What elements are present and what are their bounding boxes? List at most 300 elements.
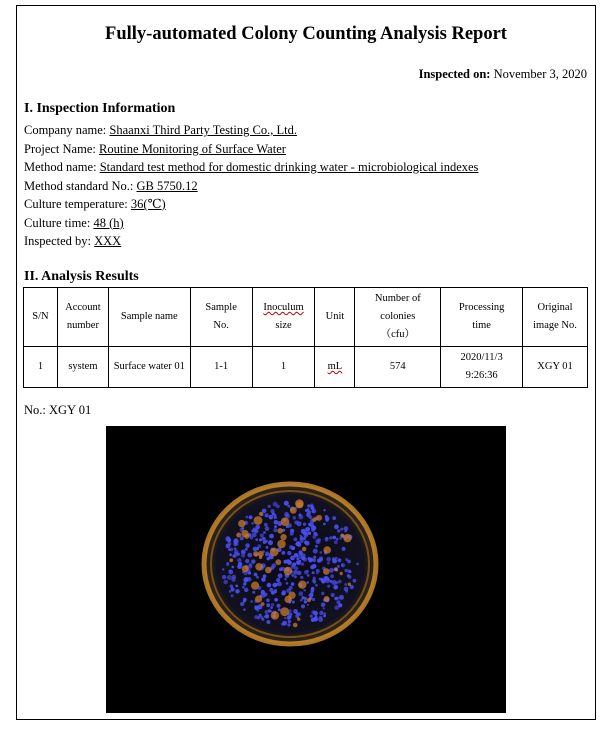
colony-dot <box>306 513 311 518</box>
colony-dot <box>329 536 332 539</box>
colony-dot <box>278 573 283 578</box>
colony-dot-orange <box>254 516 263 525</box>
colony-dot <box>313 556 316 559</box>
colony-dot <box>312 598 315 601</box>
colony-dot <box>281 592 285 596</box>
colony-dot <box>253 547 257 551</box>
colony-dot <box>337 565 340 568</box>
inspection-info <box>24 121 478 251</box>
colony-dot-orange <box>271 611 279 619</box>
colony-dot <box>291 574 294 577</box>
colony-dot <box>241 550 246 555</box>
header-account <box>57 288 108 347</box>
colony-dot <box>326 557 331 562</box>
colony-dot-orange <box>251 582 259 590</box>
header-sn <box>24 288 58 347</box>
colony-dot <box>306 570 309 573</box>
colony-dot-orange <box>280 534 286 540</box>
colony-dot <box>329 580 332 583</box>
colony-dot <box>301 529 306 534</box>
colony-dot <box>299 515 304 520</box>
temperature-value: 36(℃) <box>130 197 166 211</box>
header-colonies-line1: Number of <box>374 293 421 304</box>
method-row <box>24 158 478 177</box>
colony-dot <box>268 540 273 545</box>
colony-dot <box>296 541 301 546</box>
colony-dot <box>353 579 357 583</box>
colony-dot <box>299 551 303 555</box>
colony-dot <box>336 597 339 600</box>
colony-dot <box>251 559 255 563</box>
colony-dot-orange <box>255 595 262 602</box>
report-title: Fully-automated Colony Counting Analysis Report <box>105 24 507 44</box>
colony-dot <box>283 560 287 564</box>
colony-dot <box>226 544 231 549</box>
colony-dot <box>237 558 241 562</box>
colony-dot <box>247 553 252 558</box>
colony-dot <box>232 566 235 569</box>
colony-dot <box>319 578 322 581</box>
colony-dot <box>264 593 268 597</box>
standard-value: GB 5750.12 <box>136 178 198 193</box>
colony-dot <box>243 598 247 602</box>
colony-dot <box>222 575 226 579</box>
colony-dot <box>305 541 310 546</box>
colony-dot-orange <box>275 559 281 565</box>
project-value: Routine Monitoring of Surface Water <box>98 141 286 156</box>
colony-dot <box>337 558 341 562</box>
standard-row <box>24 177 478 196</box>
colony-dot <box>290 532 294 536</box>
image-number-label: No.: XGY 01 <box>24 403 92 417</box>
colony-dot <box>274 598 278 602</box>
colony-dot <box>261 618 264 621</box>
colony-dot <box>327 585 330 588</box>
colony-dot <box>266 603 270 607</box>
colony-dot <box>332 559 337 564</box>
colony-dot <box>329 568 334 573</box>
colony-dot <box>297 554 302 559</box>
colony-dot <box>284 501 289 506</box>
header-colonies-line3: （cfu） <box>380 329 415 340</box>
colony-dot <box>264 615 266 617</box>
colony-dot <box>284 617 286 619</box>
colony-dot <box>320 551 323 554</box>
culture-time-label: Culture time: <box>24 215 91 230</box>
colony-dot <box>268 609 271 612</box>
colony-dot <box>321 592 324 595</box>
colony-dot <box>313 580 316 583</box>
colony-dot <box>298 591 303 596</box>
colony-dot <box>310 615 313 618</box>
colony-dot <box>294 566 298 570</box>
colony-dot-orange <box>316 515 322 521</box>
colony-dot <box>334 540 338 544</box>
colony-dot-orange <box>297 618 300 621</box>
colony-dot <box>269 515 274 520</box>
colony-dot-orange <box>255 563 263 571</box>
colony-dot <box>301 562 304 565</box>
colony-dot <box>312 571 315 574</box>
colony-dot-orange <box>348 583 351 586</box>
colony-dot-orange <box>258 551 264 557</box>
colony-dot <box>291 582 295 586</box>
colony-dot <box>268 505 271 508</box>
colony-dot <box>317 538 321 542</box>
colony-dot <box>339 595 344 600</box>
colony-dot-orange <box>290 507 297 514</box>
colony-dot <box>235 585 238 588</box>
colony-dot <box>244 577 249 582</box>
colony-dot <box>307 574 310 577</box>
inspector-row <box>24 232 478 251</box>
colony-dot <box>314 527 317 530</box>
colony-dot <box>334 524 339 529</box>
colony-dot <box>254 573 258 577</box>
colony-dot <box>356 563 359 566</box>
colony-dot-orange <box>238 520 245 527</box>
colony-dot-orange <box>298 581 306 589</box>
cell-inoculum: 1 <box>252 347 315 388</box>
colony-dot <box>312 535 316 539</box>
colony-dot <box>324 576 329 581</box>
colony-dot <box>310 565 314 569</box>
colony-dot <box>266 598 270 602</box>
colony-dot-orange <box>312 517 316 521</box>
header-inoculum-line2: size <box>275 320 292 331</box>
cell-sample-name: Surface water 01 <box>108 347 190 388</box>
colony-dot <box>276 578 280 582</box>
petri-dish-image <box>106 426 506 713</box>
colony-dot <box>288 620 291 623</box>
colony-dot <box>315 545 318 548</box>
colony-dot <box>319 556 323 560</box>
company-row <box>24 121 478 140</box>
colony-dot <box>249 515 253 519</box>
colony-dot <box>344 583 347 586</box>
colony-dot <box>323 523 326 526</box>
colony-dot <box>244 588 248 592</box>
colony-dot <box>318 617 323 622</box>
colony-dot <box>325 516 330 521</box>
colony-dot-orange <box>242 565 249 572</box>
colony-dot-orange <box>324 596 330 602</box>
colony-dot-orange <box>323 568 330 575</box>
colony-dot <box>238 562 243 567</box>
header-processing-line1: Processing <box>458 302 505 313</box>
colony-dot <box>266 546 269 549</box>
colony-dot <box>308 559 312 563</box>
colony-dot <box>274 525 277 528</box>
colony-dot <box>287 551 291 555</box>
colony-dot <box>272 563 277 568</box>
colony-dot-orange <box>261 602 265 606</box>
colony-dot <box>256 576 259 579</box>
cell-sample-no: 1-1 <box>190 347 252 388</box>
colony-dot <box>263 531 266 534</box>
header-colonies-line2: colonies <box>380 311 416 322</box>
colony-dot <box>240 602 244 606</box>
colony-dot <box>275 583 278 586</box>
culture-time-row <box>24 214 478 233</box>
colony-dot <box>324 612 327 615</box>
colony-dot <box>240 536 244 540</box>
inspector-label: Inspected by: <box>24 234 91 248</box>
colony-dot <box>273 528 277 532</box>
report-page <box>16 5 596 720</box>
colony-dot <box>299 539 303 543</box>
colony-dot <box>321 603 326 608</box>
colony-dot-orange <box>284 596 291 603</box>
header-sample-no-line2: No. <box>213 320 229 331</box>
colony-dot-orange <box>265 567 272 574</box>
results-table <box>23 287 588 388</box>
colony-dot <box>222 568 225 571</box>
standard-label: Method standard No.: <box>24 178 134 193</box>
inspected-date-line <box>419 67 587 82</box>
header-unit <box>315 288 355 347</box>
colony-dot <box>333 585 338 590</box>
petri-dish-graphic <box>106 426 506 713</box>
colony-dot <box>309 593 314 598</box>
temperature-label: Culture temperature: <box>24 197 128 211</box>
colony-dot <box>291 546 295 550</box>
colony-dot <box>313 611 318 616</box>
colony-dot <box>315 584 318 587</box>
results-header-row <box>24 288 588 347</box>
cell-colonies: 574 <box>355 347 441 388</box>
colony-dot <box>269 534 274 539</box>
colony-dot <box>304 600 307 603</box>
colony-dot <box>332 536 336 540</box>
colony-dot <box>236 590 239 593</box>
colony-dot <box>347 569 351 573</box>
section-inspection-heading: I. Inspection Information <box>24 101 176 116</box>
colony-dot <box>301 596 304 599</box>
colony-dot-orange <box>334 568 337 571</box>
colony-dot <box>274 589 277 592</box>
colony-dot <box>337 529 340 532</box>
colony-dot <box>287 623 290 626</box>
colony-dot <box>300 576 303 579</box>
colony-dot <box>252 591 255 594</box>
temperature-row <box>24 195 478 214</box>
section-results-heading: II. Analysis Results <box>24 269 139 284</box>
colony-dot <box>316 572 318 574</box>
colony-dot <box>282 551 286 555</box>
colony-dot <box>231 594 234 597</box>
colony-dot-orange <box>236 533 241 538</box>
colony-dot-orange <box>241 530 248 537</box>
colony-dot <box>306 581 309 584</box>
colony-dot-orange <box>277 540 286 549</box>
company-label: Company name: <box>24 123 107 137</box>
header-inoculum-line1: Inoculum <box>263 302 304 313</box>
colony-dot <box>250 600 253 603</box>
colony-dot <box>272 512 275 515</box>
colony-dot <box>287 505 290 508</box>
colony-dot <box>312 510 315 513</box>
colony-dot <box>338 580 342 584</box>
colony-dot <box>300 535 302 537</box>
colony-dot <box>303 589 306 592</box>
colony-dot <box>293 516 297 520</box>
colony-dot <box>241 527 244 530</box>
colony-dot <box>293 570 298 575</box>
colony-dot <box>335 557 338 560</box>
colony-dot <box>227 575 232 580</box>
colony-dot-orange <box>343 534 351 542</box>
colony-dot <box>251 522 254 525</box>
inspected-label: Inspected on: <box>418 67 491 81</box>
colony-dot-orange <box>281 517 290 526</box>
project-row <box>24 140 478 159</box>
colony-dot <box>266 620 270 624</box>
colony-dot <box>265 540 268 543</box>
header-sample-no-line1: Sample <box>205 302 237 313</box>
project-label: Project Name: <box>24 141 96 156</box>
colony-dot <box>279 567 283 571</box>
colony-dot-orange <box>293 623 298 628</box>
colony-dot <box>340 528 343 531</box>
colony-dot <box>242 586 245 589</box>
colony-dot <box>292 601 295 604</box>
colony-dot-orange <box>307 598 311 602</box>
cell-processing <box>441 347 523 388</box>
colony-dot <box>342 547 346 551</box>
colony-dot-orange <box>323 546 331 554</box>
colony-dot <box>229 590 232 593</box>
colony-dot <box>284 578 287 581</box>
colony-dot <box>330 574 334 578</box>
colony-dot <box>303 523 306 526</box>
colony-dot-orange <box>277 528 283 534</box>
colony-dot <box>277 604 281 608</box>
colony-dot <box>233 542 237 546</box>
colony-dot <box>332 516 336 520</box>
colony-dot <box>313 577 316 580</box>
colony-dot <box>246 516 249 519</box>
colony-dot <box>323 615 326 618</box>
colony-dot <box>271 603 274 606</box>
header-account-line2: number <box>66 320 99 331</box>
colony-dot <box>259 538 262 541</box>
colony-dot <box>265 513 269 517</box>
colony-dot <box>278 608 281 611</box>
cell-sn: 1 <box>24 347 58 388</box>
colony-dot <box>305 527 310 532</box>
colony-dot <box>243 608 246 611</box>
culture-time-value: 48 (h) <box>93 215 124 230</box>
colony-dot <box>297 561 301 565</box>
colony-dot <box>323 607 325 609</box>
colony-dot-orange <box>229 558 233 562</box>
header-colonies <box>355 288 441 347</box>
colony-dot <box>294 537 298 541</box>
inspected-date: November 3, 2020 <box>493 67 587 81</box>
colony-dot <box>264 523 268 527</box>
colony-dot-orange <box>280 607 289 616</box>
colony-dot <box>249 563 253 567</box>
colony-dot <box>331 593 335 597</box>
colony-dot <box>348 575 352 579</box>
colony-dot-orange <box>295 499 304 508</box>
colony-dot <box>257 616 260 619</box>
colony-dot <box>323 509 325 511</box>
header-sample-name <box>108 288 190 347</box>
colony-dot <box>273 502 278 507</box>
colony-dot <box>313 549 318 554</box>
colony-dot <box>265 554 268 557</box>
header-sample-name-text: Sample name <box>120 311 178 322</box>
header-processing <box>441 288 523 347</box>
header-processing-line2: time <box>472 320 491 331</box>
method-label: Method name: <box>24 160 97 174</box>
colony-dot <box>263 574 267 578</box>
colony-dot-orange <box>340 534 344 538</box>
colony-dot <box>223 580 228 585</box>
colony-dot <box>250 536 253 539</box>
colony-dot <box>311 587 315 591</box>
header-inoculum <box>252 288 315 347</box>
colony-dot <box>344 587 349 592</box>
colony-dot <box>255 538 258 541</box>
colony-dot <box>252 528 257 533</box>
colony-dot <box>245 548 248 551</box>
table-row <box>24 347 588 388</box>
colony-dot <box>267 583 272 588</box>
colony-dot <box>345 530 347 532</box>
cell-unit <box>315 347 355 388</box>
colony-dot <box>261 577 265 581</box>
cell-account: system <box>57 347 108 388</box>
colony-dot <box>327 562 330 565</box>
colony-dot-orange <box>284 567 293 576</box>
header-original <box>523 288 588 347</box>
colony-dot <box>310 503 313 506</box>
colony-dot <box>269 588 273 592</box>
colony-dot <box>312 559 316 563</box>
cell-processing-date: 2020/11/3 <box>460 352 503 363</box>
header-original-line1: Original <box>537 302 573 313</box>
colony-dot <box>260 533 264 537</box>
colony-dot <box>336 538 339 541</box>
colony-dot <box>227 538 231 542</box>
colony-dot <box>338 603 342 607</box>
colony-dot-orange <box>340 572 343 575</box>
colony-dot <box>231 577 236 582</box>
cell-original: XGY 01 <box>523 347 588 388</box>
header-sample-no <box>190 288 252 347</box>
inspector-value: XXX <box>94 234 122 248</box>
colony-dot <box>265 526 270 531</box>
colony-dot <box>307 604 309 606</box>
colony-dot <box>287 616 291 620</box>
colony-dot <box>294 575 297 578</box>
colony-dot <box>270 606 273 609</box>
colony-dot <box>228 548 231 551</box>
colony-dot <box>325 537 329 541</box>
colony-dot <box>282 621 287 626</box>
colony-dot <box>245 543 250 548</box>
cell-unit-text: mL <box>327 361 343 372</box>
header-unit-text: Unit <box>325 311 345 322</box>
cell-processing-time: 9:26:36 <box>465 370 498 381</box>
colony-dot <box>245 559 249 563</box>
colony-dot <box>295 612 298 615</box>
header-account-line1: Account <box>65 302 101 313</box>
colony-dot <box>233 554 237 558</box>
